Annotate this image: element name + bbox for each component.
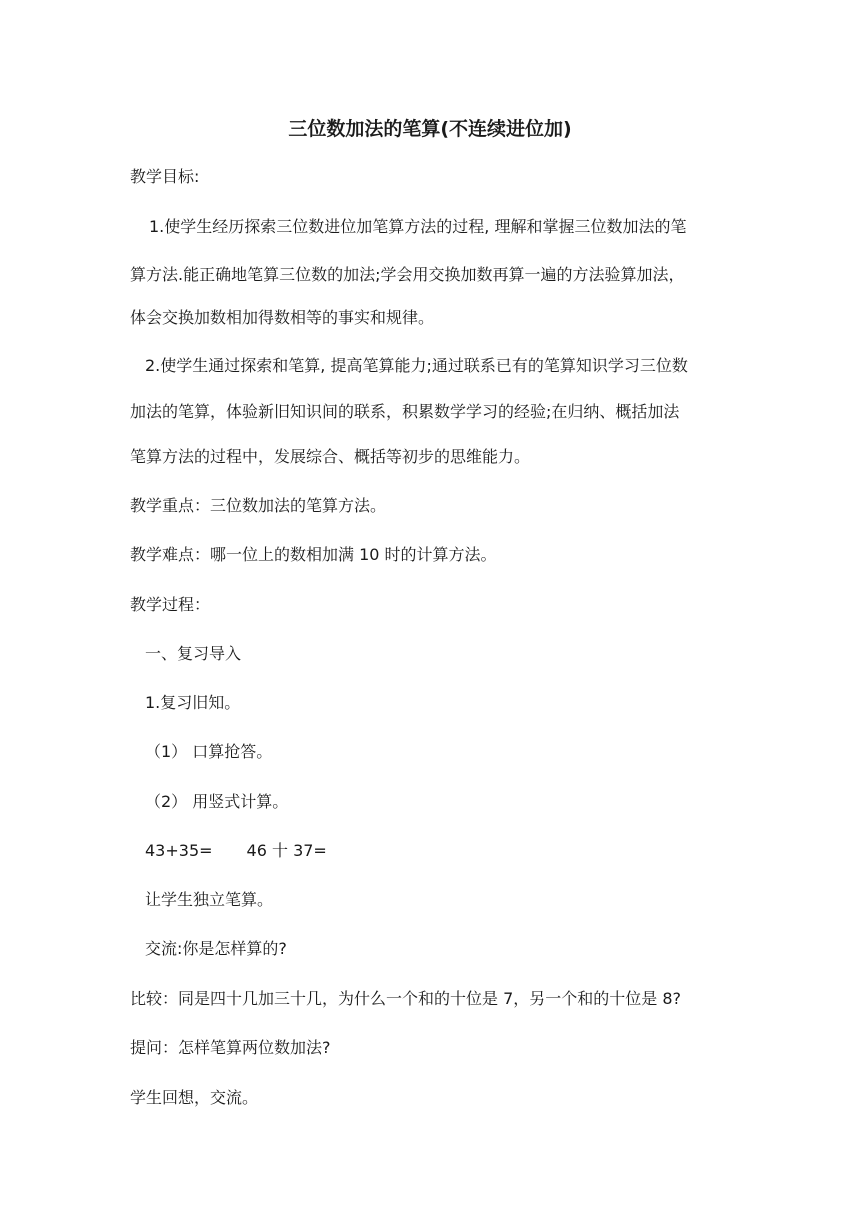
objective2-line3: 笔算方法的过程中，发展综合、概括等初步的思维能力。 (130, 447, 531, 466)
document-title: 三位数加法的笔算(不连续进位加) (288, 118, 572, 140)
objective1-line2: 算方法.能正确地笔算三位数的加法;学会用交换加数再算一遍的方法验算加法， (130, 265, 685, 284)
independent-instruction: 让学生独立笔算。 (145, 890, 274, 909)
question-prompt: 提问：怎样笔算两位数加法? (130, 1038, 331, 1057)
part1-heading: 一、复习导入 (145, 644, 242, 663)
compare-prompt: 比较：同是四十几加三十几，为什么一个和的十位是 7，另一个和的十位是 8? (130, 989, 682, 1008)
expression-2: 46 十 37= (246, 841, 327, 860)
objective1-line1: 1.使学生经历探索三位数进位加笔算方法的过程, 理解和掌握三位数加法的笔 (149, 217, 687, 236)
expression-1: 43+35= (145, 841, 213, 860)
objective1-line3: 体会交换加数相加得数相等的事实和规律。 (130, 308, 435, 327)
objectives-heading: 教学目标: (130, 167, 200, 186)
process-heading: 教学过程： (130, 595, 211, 614)
exchange-prompt: 交流:你是怎样算的? (145, 939, 287, 958)
sub-item-2: （2） 用竖式计算。 (145, 792, 289, 811)
expression-row (145, 840, 327, 862)
objective2-line1: 2.使学生通过探索和笔算, 提高笔算能力;通过联系已有的笔算知识学习三位数 (145, 356, 688, 375)
key-point: 教学重点：三位数加法的笔算方法。 (130, 496, 387, 515)
sub-item-1: （1） 口算抢答。 (145, 742, 273, 761)
objective2-line2: 加法的笔算，体验新旧知识间的联系，积累数学学习的经验;在归纳、概括加法 (130, 402, 680, 421)
step1: 1.复习旧知。 (145, 693, 241, 712)
difficulty: 教学难点：哪一位上的数相加满 10 时的计算方法。 (130, 545, 497, 564)
recall-instruction: 学生回想，交流。 (130, 1088, 259, 1107)
